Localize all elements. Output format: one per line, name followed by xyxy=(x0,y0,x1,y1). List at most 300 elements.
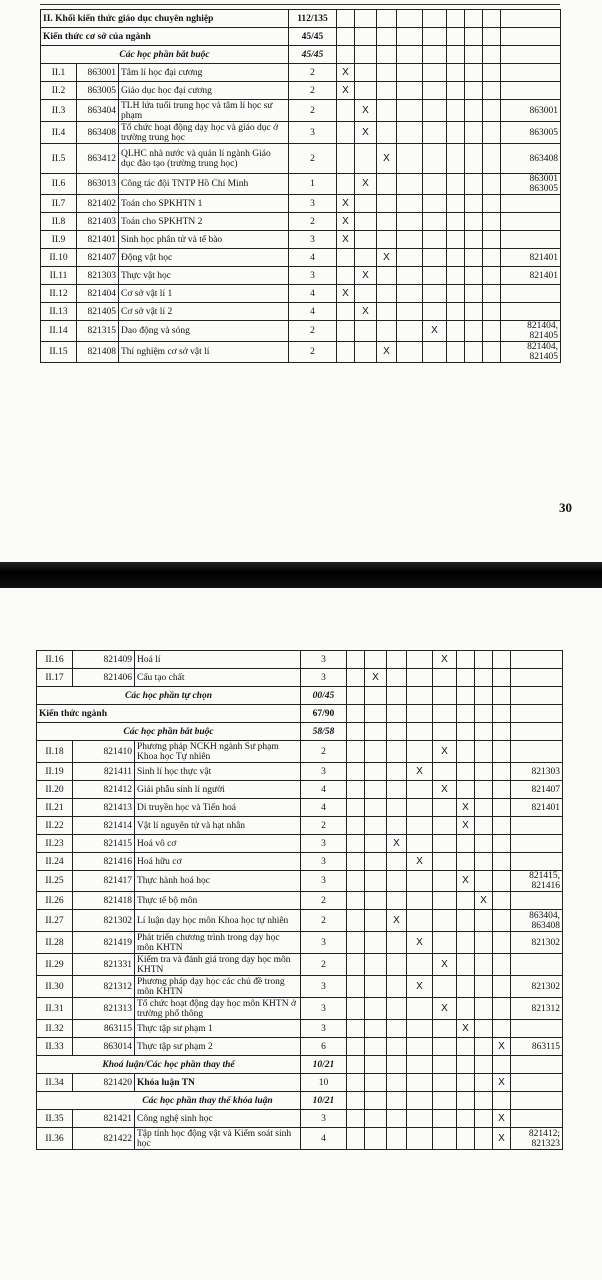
course-credits: 3 xyxy=(289,122,337,144)
semester-cell xyxy=(365,763,387,781)
prerequisite-codes: 863005 xyxy=(501,122,561,144)
semester-cell xyxy=(365,871,387,892)
section-title: II. Khối kiến thức giáo dục chuyên nghiệp xyxy=(41,10,289,28)
semester-cell xyxy=(347,871,365,892)
prerequisite-codes xyxy=(511,954,563,976)
semester-cell xyxy=(347,835,365,853)
semester-cell xyxy=(457,892,475,910)
course-credits: 10 xyxy=(301,1074,347,1092)
semester-cell xyxy=(447,82,465,100)
table-row xyxy=(41,122,561,144)
semester-cell xyxy=(493,741,511,763)
semester-cell xyxy=(365,781,387,799)
empty-cell xyxy=(407,1092,433,1110)
table-row xyxy=(37,892,563,910)
semester-cell xyxy=(447,267,465,285)
prerequisite-codes: 821401 xyxy=(501,249,561,267)
table-row xyxy=(37,998,563,1020)
prerequisite-codes xyxy=(501,231,561,249)
semester-cell xyxy=(475,976,493,998)
semester-cell xyxy=(493,763,511,781)
semester-mark: X xyxy=(433,651,457,669)
table-row xyxy=(37,853,563,871)
semester-cell xyxy=(447,342,465,363)
course-credits: 2 xyxy=(301,892,347,910)
empty-cell xyxy=(493,1092,511,1110)
semester-cell xyxy=(365,1020,387,1038)
prerequisite-codes xyxy=(501,213,561,231)
semester-cell xyxy=(475,763,493,781)
semester-cell xyxy=(397,249,423,267)
prerequisite-codes xyxy=(501,82,561,100)
empty-cell xyxy=(475,1056,493,1074)
course-index: II.25 xyxy=(37,871,73,892)
empty-cell xyxy=(475,1092,493,1110)
empty-cell xyxy=(457,723,475,741)
prerequisite-codes: 821415, 821416 xyxy=(511,871,563,892)
semester-cell xyxy=(347,741,365,763)
prerequisite-codes xyxy=(501,285,561,303)
course-code: 821414 xyxy=(73,817,135,835)
empty-cell xyxy=(483,28,501,46)
table-row xyxy=(41,267,561,285)
empty-cell xyxy=(337,10,355,28)
semester-cell xyxy=(475,651,493,669)
empty-cell xyxy=(365,1092,387,1110)
semester-cell xyxy=(493,910,511,932)
semester-cell xyxy=(407,1020,433,1038)
semester-cell xyxy=(365,1074,387,1092)
prerequisite-codes xyxy=(511,835,563,853)
semester-cell xyxy=(365,1128,387,1150)
semester-cell xyxy=(355,144,377,174)
prerequisite-codes xyxy=(511,1074,563,1092)
semester-cell xyxy=(423,267,447,285)
semester-mark: X xyxy=(355,122,377,144)
prerequisite-codes xyxy=(511,853,563,871)
course-code: 821402 xyxy=(77,195,119,213)
semester-cell xyxy=(475,1110,493,1128)
semester-cell xyxy=(365,835,387,853)
table-row xyxy=(41,249,561,267)
course-name: Cơ sở vật lí 1 xyxy=(119,285,289,303)
course-index: II.35 xyxy=(37,1110,73,1128)
semester-cell xyxy=(465,64,483,82)
semester-cell xyxy=(355,64,377,82)
semester-cell xyxy=(423,213,447,231)
semester-cell xyxy=(337,267,355,285)
semester-cell xyxy=(377,213,397,231)
empty-cell xyxy=(457,1092,475,1110)
semester-cell xyxy=(365,817,387,835)
course-code: 863005 xyxy=(77,82,119,100)
prerequisite-codes: 863001 xyxy=(501,100,561,122)
semester-cell xyxy=(365,741,387,763)
semester-cell xyxy=(355,249,377,267)
semester-cell xyxy=(493,1020,511,1038)
empty-cell xyxy=(423,10,447,28)
prerequisite-codes: 821303 xyxy=(511,763,563,781)
semester-cell xyxy=(483,144,501,174)
semester-cell xyxy=(397,195,423,213)
semester-cell xyxy=(457,998,475,1020)
semester-cell xyxy=(447,213,465,231)
semester-cell xyxy=(397,342,423,363)
course-name: Hoá lí xyxy=(135,651,301,669)
semester-cell xyxy=(465,231,483,249)
course-credits: 3 xyxy=(301,976,347,998)
semester-cell xyxy=(397,303,423,321)
semester-cell xyxy=(493,892,511,910)
course-credits: 2 xyxy=(289,321,337,342)
semester-mark: X xyxy=(475,892,493,910)
course-credits: 3 xyxy=(289,231,337,249)
table-row xyxy=(37,954,563,976)
semester-cell xyxy=(433,835,457,853)
semester-cell xyxy=(483,122,501,144)
course-index: II.1 xyxy=(41,64,77,82)
semester-cell xyxy=(407,651,433,669)
semester-cell xyxy=(433,1128,457,1150)
course-index: II.29 xyxy=(37,954,73,976)
semester-cell xyxy=(387,651,407,669)
semester-cell xyxy=(475,669,493,687)
course-code: 821411 xyxy=(73,763,135,781)
semester-mark: X xyxy=(457,871,475,892)
page-number: 30 xyxy=(559,500,572,515)
semester-cell xyxy=(387,1020,407,1038)
semester-cell xyxy=(387,892,407,910)
empty-cell xyxy=(493,723,511,741)
semester-cell xyxy=(377,82,397,100)
course-code: 821408 xyxy=(77,342,119,363)
prerequisite-codes: 821401 xyxy=(501,267,561,285)
semester-cell xyxy=(423,174,447,195)
course-credits: 4 xyxy=(301,799,347,817)
prerequisite-codes xyxy=(511,669,563,687)
semester-cell xyxy=(397,267,423,285)
course-code: 821409 xyxy=(73,651,135,669)
semester-cell xyxy=(407,1038,433,1056)
semester-cell xyxy=(483,303,501,321)
semester-cell xyxy=(475,741,493,763)
semester-cell xyxy=(365,954,387,976)
course-name: Phương pháp NCKH ngành Sư phạm Khoa học Tự nhiên xyxy=(135,741,301,763)
semester-cell xyxy=(447,174,465,195)
semester-cell xyxy=(465,82,483,100)
semester-cell xyxy=(465,342,483,363)
semester-cell xyxy=(347,799,365,817)
table-row xyxy=(41,28,561,46)
semester-cell xyxy=(347,976,365,998)
semester-cell xyxy=(347,932,365,954)
semester-cell xyxy=(465,303,483,321)
table-row xyxy=(41,321,561,342)
document-page-1 xyxy=(0,0,602,562)
semester-cell xyxy=(493,669,511,687)
course-credits: 4 xyxy=(289,285,337,303)
semester-cell xyxy=(483,213,501,231)
semester-cell xyxy=(397,144,423,174)
table-row xyxy=(37,910,563,932)
semester-mark: X xyxy=(493,1128,511,1150)
group-credits: 10/21 xyxy=(301,1092,347,1110)
course-name: Toán cho SPKHTN 1 xyxy=(119,195,289,213)
course-credits: 6 xyxy=(301,1038,347,1056)
semester-cell xyxy=(365,799,387,817)
semester-cell xyxy=(347,669,365,687)
semester-cell xyxy=(433,1038,457,1056)
semester-cell xyxy=(433,817,457,835)
prerequisite-codes: 821302 xyxy=(511,976,563,998)
semester-cell xyxy=(387,781,407,799)
semester-cell xyxy=(377,321,397,342)
course-credits: 2 xyxy=(301,910,347,932)
empty-cell xyxy=(457,1056,475,1074)
prerequisite-codes: 821401 xyxy=(511,799,563,817)
semester-cell xyxy=(397,213,423,231)
table-row xyxy=(41,46,561,64)
semester-mark: X xyxy=(355,303,377,321)
semester-cell xyxy=(347,817,365,835)
semester-cell xyxy=(347,1038,365,1056)
empty-cell xyxy=(465,28,483,46)
semester-cell xyxy=(347,651,365,669)
semester-cell xyxy=(347,1074,365,1092)
semester-cell xyxy=(433,871,457,892)
prerequisite-codes xyxy=(511,1110,563,1128)
prerequisite-codes: 821312 xyxy=(511,998,563,1020)
course-name: Thực tập sư phạm 1 xyxy=(135,1020,301,1038)
page-gap xyxy=(0,562,602,588)
semester-mark: X xyxy=(423,321,447,342)
semester-cell xyxy=(493,651,511,669)
empty-cell xyxy=(493,687,511,705)
empty-cell xyxy=(465,10,483,28)
course-index: II.7 xyxy=(41,195,77,213)
group-credits: 45/45 xyxy=(289,46,337,64)
semester-cell xyxy=(457,669,475,687)
course-credits: 3 xyxy=(301,932,347,954)
semester-cell xyxy=(465,122,483,144)
prerequisite-codes xyxy=(501,195,561,213)
semester-cell xyxy=(387,669,407,687)
semester-cell xyxy=(457,976,475,998)
semester-cell xyxy=(483,100,501,122)
course-index: II.24 xyxy=(37,853,73,871)
empty-cell xyxy=(493,705,511,723)
course-name: Dao động và sóng xyxy=(119,321,289,342)
course-index: II.9 xyxy=(41,231,77,249)
empty-cell xyxy=(337,28,355,46)
table-row xyxy=(37,932,563,954)
course-code: 821418 xyxy=(73,892,135,910)
semester-cell xyxy=(377,100,397,122)
course-code: 863014 xyxy=(73,1038,135,1056)
course-code: 821415 xyxy=(73,835,135,853)
semester-cell xyxy=(347,892,365,910)
course-code: 863404 xyxy=(77,100,119,122)
semester-cell xyxy=(423,144,447,174)
semester-cell xyxy=(355,82,377,100)
semester-cell xyxy=(423,303,447,321)
empty-cell xyxy=(347,1092,365,1110)
semester-mark: X xyxy=(337,213,355,231)
empty-cell xyxy=(465,46,483,64)
course-code: 863412 xyxy=(77,144,119,174)
prerequisite-codes: 821302 xyxy=(511,932,563,954)
course-index: II.15 xyxy=(41,342,77,363)
course-name: Tổ chức hoạt động dạy học môn KHTN ở trường phổ thông xyxy=(135,998,301,1020)
semester-cell xyxy=(387,853,407,871)
course-index: II.8 xyxy=(41,213,77,231)
semester-mark: X xyxy=(407,853,433,871)
course-name: Kiểm tra và đánh giá trong dạy học môn KHTN xyxy=(135,954,301,976)
semester-cell xyxy=(465,249,483,267)
curriculum-table-page-2 xyxy=(36,650,563,1150)
semester-cell xyxy=(337,321,355,342)
course-name: Động vật học xyxy=(119,249,289,267)
section-credits: 112/135 xyxy=(289,10,337,28)
semester-cell xyxy=(377,303,397,321)
semester-cell xyxy=(483,82,501,100)
course-credits: 3 xyxy=(301,998,347,1020)
table-row xyxy=(37,723,563,741)
course-credits: 4 xyxy=(301,781,347,799)
semester-cell xyxy=(447,231,465,249)
semester-mark: X xyxy=(377,144,397,174)
empty-cell xyxy=(511,1092,563,1110)
semester-cell xyxy=(433,799,457,817)
semester-cell xyxy=(347,1128,365,1150)
empty-cell xyxy=(511,705,563,723)
course-name: Khóa luận TN xyxy=(135,1074,301,1092)
empty-cell xyxy=(347,723,365,741)
semester-cell xyxy=(457,1128,475,1150)
group-title: Các học phần bắt buộc xyxy=(41,46,289,64)
course-index: II.19 xyxy=(37,763,73,781)
semester-cell xyxy=(457,954,475,976)
semester-cell xyxy=(475,1128,493,1150)
course-index: II.36 xyxy=(37,1128,73,1150)
semester-cell xyxy=(397,100,423,122)
table-row xyxy=(37,976,563,998)
table-row xyxy=(41,82,561,100)
table-row xyxy=(37,835,563,853)
course-code: 821420 xyxy=(73,1074,135,1092)
semester-cell xyxy=(457,741,475,763)
table-row xyxy=(37,651,563,669)
semester-cell xyxy=(347,781,365,799)
semester-cell xyxy=(407,781,433,799)
semester-cell xyxy=(397,122,423,144)
semester-cell xyxy=(397,231,423,249)
semester-cell xyxy=(407,741,433,763)
semester-cell xyxy=(457,763,475,781)
semester-cell xyxy=(377,195,397,213)
course-name: Sinh lí học thực vật xyxy=(135,763,301,781)
course-credits: 3 xyxy=(301,1110,347,1128)
course-credits: 3 xyxy=(301,1020,347,1038)
semester-cell xyxy=(493,976,511,998)
semester-cell xyxy=(397,285,423,303)
semester-cell xyxy=(355,213,377,231)
semester-mark: X xyxy=(433,741,457,763)
course-credits: 2 xyxy=(301,741,347,763)
course-credits: 2 xyxy=(289,144,337,174)
course-code: 863408 xyxy=(77,122,119,144)
empty-cell xyxy=(337,46,355,64)
semester-cell xyxy=(337,303,355,321)
semester-cell xyxy=(447,64,465,82)
course-name: Hoá vô cơ xyxy=(135,835,301,853)
semester-cell xyxy=(407,954,433,976)
table-row xyxy=(37,705,563,723)
course-name: Cơ sở vật lí 2 xyxy=(119,303,289,321)
semester-cell xyxy=(355,195,377,213)
course-name: TLH lứa tuổi trung học và tâm lí học sư phạm xyxy=(119,100,289,122)
table-row xyxy=(37,1110,563,1128)
empty-cell xyxy=(475,723,493,741)
semester-cell xyxy=(365,976,387,998)
course-credits: 4 xyxy=(289,303,337,321)
semester-cell xyxy=(337,100,355,122)
semester-cell xyxy=(483,342,501,363)
section-credits: 67/90 xyxy=(301,705,347,723)
empty-cell xyxy=(511,1056,563,1074)
semester-cell xyxy=(377,285,397,303)
group-credits: 10/21 xyxy=(301,1056,347,1074)
semester-cell xyxy=(387,871,407,892)
empty-cell xyxy=(347,687,365,705)
previous-row-fragment xyxy=(40,0,560,5)
semester-cell xyxy=(457,910,475,932)
semester-cell xyxy=(475,954,493,976)
group-credits: 00/45 xyxy=(301,687,347,705)
course-credits: 2 xyxy=(289,342,337,363)
course-index: II.22 xyxy=(37,817,73,835)
semester-cell xyxy=(355,231,377,249)
semester-cell xyxy=(493,835,511,853)
semester-mark: X xyxy=(493,1074,511,1092)
empty-cell xyxy=(407,687,433,705)
prerequisite-codes: 863404, 863408 xyxy=(511,910,563,932)
course-name: Phương pháp dạy học các chủ đề trong môn KHTN xyxy=(135,976,301,998)
prerequisite-codes xyxy=(511,741,563,763)
semester-mark: X xyxy=(377,249,397,267)
empty-cell xyxy=(397,10,423,28)
table-row xyxy=(37,1074,563,1092)
semester-cell xyxy=(493,853,511,871)
semester-mark: X xyxy=(337,195,355,213)
table-row xyxy=(41,100,561,122)
table-row xyxy=(37,1128,563,1150)
course-index: II.31 xyxy=(37,998,73,1020)
course-index: II.3 xyxy=(41,100,77,122)
semester-cell xyxy=(355,321,377,342)
course-index: II.13 xyxy=(41,303,77,321)
empty-cell xyxy=(483,46,501,64)
course-name: Phát triển chương trình trong dạy học môn KHTN xyxy=(135,932,301,954)
semester-cell xyxy=(365,651,387,669)
semester-cell xyxy=(337,122,355,144)
empty-cell xyxy=(475,705,493,723)
semester-cell xyxy=(387,932,407,954)
semester-cell xyxy=(457,1038,475,1056)
semester-cell xyxy=(433,763,457,781)
curriculum-table-page-1 xyxy=(40,9,561,363)
empty-cell xyxy=(501,28,561,46)
